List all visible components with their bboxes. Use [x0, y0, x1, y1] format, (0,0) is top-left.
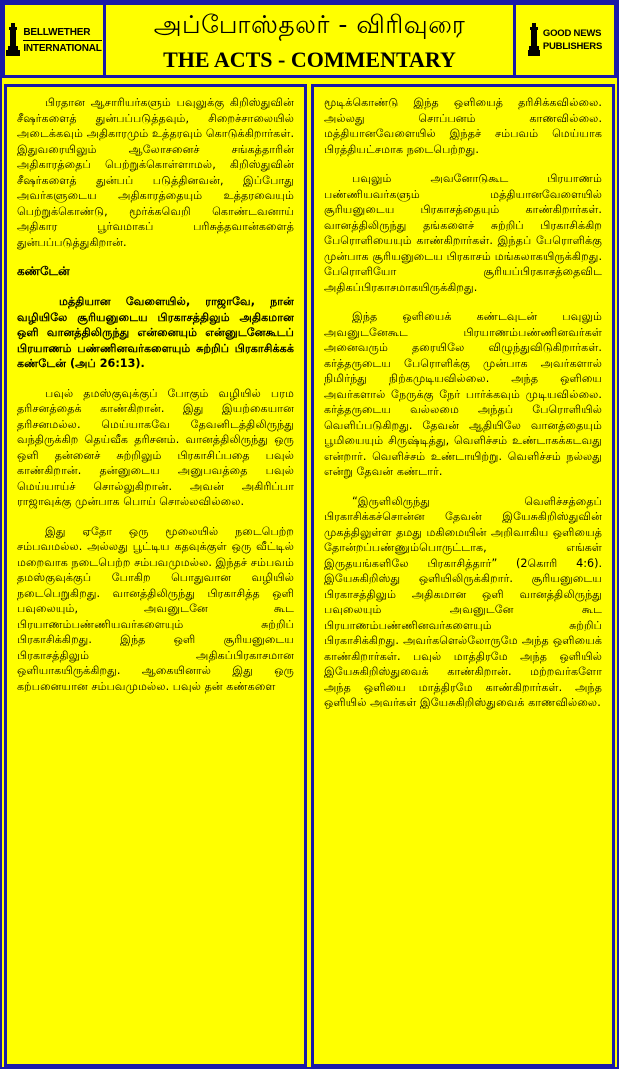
right-logo-line1: GOOD NEWS	[542, 28, 602, 39]
title-english: THE ACTS - COMMENTARY	[163, 47, 456, 72]
paragraph: “இருளிலிருந்து வெளிச்சத்தைப் பிரகாசிக்கச்சொன்ன தேவன் இயேசுகிறிஸ்துவின் முகத்திலுள்ள தமது மகிமையின் அறிவாகிய ஒளியைத் தோன்றப்பண்ணும்பொருட்டாக, எங்கள் இருதயங்களிலே பிரகாசித்தார்” (2கொரி 4:6). இயேசுகிறிஸ்து ஒளியிலிருக்கிறார். சூரியனுடைய பிரகாசத்திலும் அதிகமான ஒளி வானத்திலிருந்து பவுலையும் அவனுடனே கூட பிரயாணம்பண்ணினவர்களையும் சுற்றிப் பிரகாசிக்கிறது. அவர்களெல்லோருமே அந்த ஒளியைக் காண்கிறார்கள். பவுல் மாத்திரமே அந்த ஒளியில் இயேசுகிறிஸ்துவைக் காண்கிறான். மற்றவர்களோ அந்த ஒளியை மாத்திரமே காண்கிறார்கள். அந்த ஒளியில் அவர்கள் இயேசுகிறிஸ்துவைக் காணவில்லை.	[324, 494, 602, 709]
right-logo-line2: PUBLISHERS	[542, 41, 603, 52]
bellwether-logo	[2, 2, 106, 78]
left-logo-line1: BELLWETHER	[23, 26, 91, 38]
left-column	[4, 84, 307, 1067]
page-header	[2, 2, 617, 78]
chess-piece-icon	[528, 23, 540, 57]
chess-piece-icon	[6, 23, 20, 57]
paragraph: இது ஏதோ ஒரு மூலையில் நடைபெற்ற சம்பவமல்ல. அல்லது பூட்டிய கதவுக்குள் ஒரு வீட்டில் மறைவாக நடைபெற்ற சம்பவமுமல்ல. இந்தச் சம்பவம் தமஸ்குவுக்குப் போகிற பொதுவான வழியில் நடைபெறுகிறது. வானத்திலிருந்து பிரகாசித்த ஒளி பவுலையும், அவனுடனே கூட பிரயாணம்பண்ணியவர்களையும் சுற்றிப் பிரகாசிக்கிறது. இந்த ஒளி சூரியனுடைய பிரகாசத்திலும் அதிகப்பிரகாசமான ஒளியாகயிருக்கிறது. ஆகையினால் இது ஒரு கற்பனையான சம்பவமுமல்ல. பவுல் தன் கண்களை	[17, 524, 294, 693]
good-news-logo	[513, 2, 617, 78]
paragraph: பவுலும் அவனோடுகூட பிரயாணம் பண்ணியவர்களும் மத்தியானவேளையில் சூரியனுடைய பிரகாசத்தையும் காண்கிறார்கள். வானத்திலிருந்து தங்களைச் சுற்றிப் பிரகாசிக்கிற பேரொளியையும் காண்கிறார்கள். இந்தப் பேரொளிக்கு முன்பாக சூரியனுடைய பிரகாசம் மங்கலாகயிருக்கிறது. பேரொளியோ சூரியப்பிரகாசத்தைவிட அதிகப்பிரகாசமாகயிருக்கிறது.	[324, 172, 602, 294]
section-heading: கண்டேன்	[17, 264, 70, 278]
right-column	[311, 84, 615, 1067]
left-logo-line2: INTERNATIONAL	[23, 42, 102, 54]
paragraph: பவுல் தமஸ்குவுக்குப் போகும் வழியில் பரம தரிசனத்தைக் காண்கிறான். இது இயற்கையான தரிசனமல்ல. மெய்யாகவே தேவனிடத்திலிருந்து வந்திருக்கிற தெய்வீக தரிசனம். வானத்திலிருந்து ஒரு ஒளி தன்னைச் சுற்றிலும் பிரகாசிப்பதை பவுல் காண்கிறான். தன்னுடைய அனுபவத்தை பவுல் மெய்யாய்ச் சொல்லுகிறான். அவன் அகிரிப்பா ராஜாவுக்கு முன்பாக பொய் சொல்லவில்லை.	[17, 386, 294, 508]
scripture-quote: மத்தியான வேளையில், ராஜாவே, நான் வழியிலே சூரியனுடைய பிரகாசத்திலும் அதிகமான ஒளி வானத்திலிருந்து என்னையும் என்னுடனேகூடப் பிரயாணம் பண்ணினவர்களையும் சுற்றிப் பிரகாசிக்கக் கண்டேன் (அப் 26:13).	[17, 295, 294, 370]
title-box	[106, 2, 513, 78]
paragraph: இந்த ஒளியைக் கண்டவுடன் பவுலும் அவனுடனேகூட பிரயாணம்பண்ணினவர்கள் அனைவரும் தரையிலே விழுந்துவிடுகிறார்கள். கர்த்தருடைய பேரொளிக்கு முன்பாக அவர்களால் நிமிர்ந்து நிற்கமுடியவில்லை. அந்த ஒளியை அவர்களால் நேருக்கு நேர் பார்க்கவும் முடியவில்லை. கர்த்தருடைய வல்லமை அந்தப் பேரொளியில் வெளிப்படுகிறது. தேவன் ஆதியிலே வானத்தையும் பூமியையும் சிருஷ்டித்து, வெளிச்சம் உண்டாகக்கடவது என்றார். வெளிச்சம் உண்டாயிற்று. வெளிச்சம் நல்லது என்று தேவன் கண்டார்.	[324, 310, 602, 478]
paragraph: மூடிக்கொண்டு இந்த ஒளியைத் தரிசிக்கவில்லை. அல்லது சொப்பனம் காணவில்லை. மத்தியானவேளையில் இந்தச் சம்பவம் மெய்யாக பிரத்தியட்சமாக நடைபெற்றது.	[324, 96, 602, 156]
title-tamil: அப்போஸ்தலர் - விரிவுரை	[153, 10, 466, 39]
paragraph: பிரதான ஆசாரியர்களும் பவுலுக்கு கிறிஸ்துவின் சீஷர்களைத் துன்பப்படுத்தவும், சிறைச்சாலையில் அடைக்கவும் அதிகாரமும் உத்தரவும் கொடுக்கிறார்கள். இதுவரையிலும் ஆலோசனைச் சங்கத்தாரின் அதிகாரத்தைப் பெற்றுக்கொள்ளாமல், கிறிஸ்துவின் சீஷர்களைத் துன்பப் படுத்தினவன், இப்போது அவர்களுடைய அதிகாரத்தையும் உத்தரவையும் பெற்றுக்கொண்டு, மூர்க்கவெறி கொண்டவனாய் அதிகார பூர்வமாகப் பரிசுத்தவான்களைத் துன்பப்படுத்துகிறான்.	[17, 96, 294, 249]
